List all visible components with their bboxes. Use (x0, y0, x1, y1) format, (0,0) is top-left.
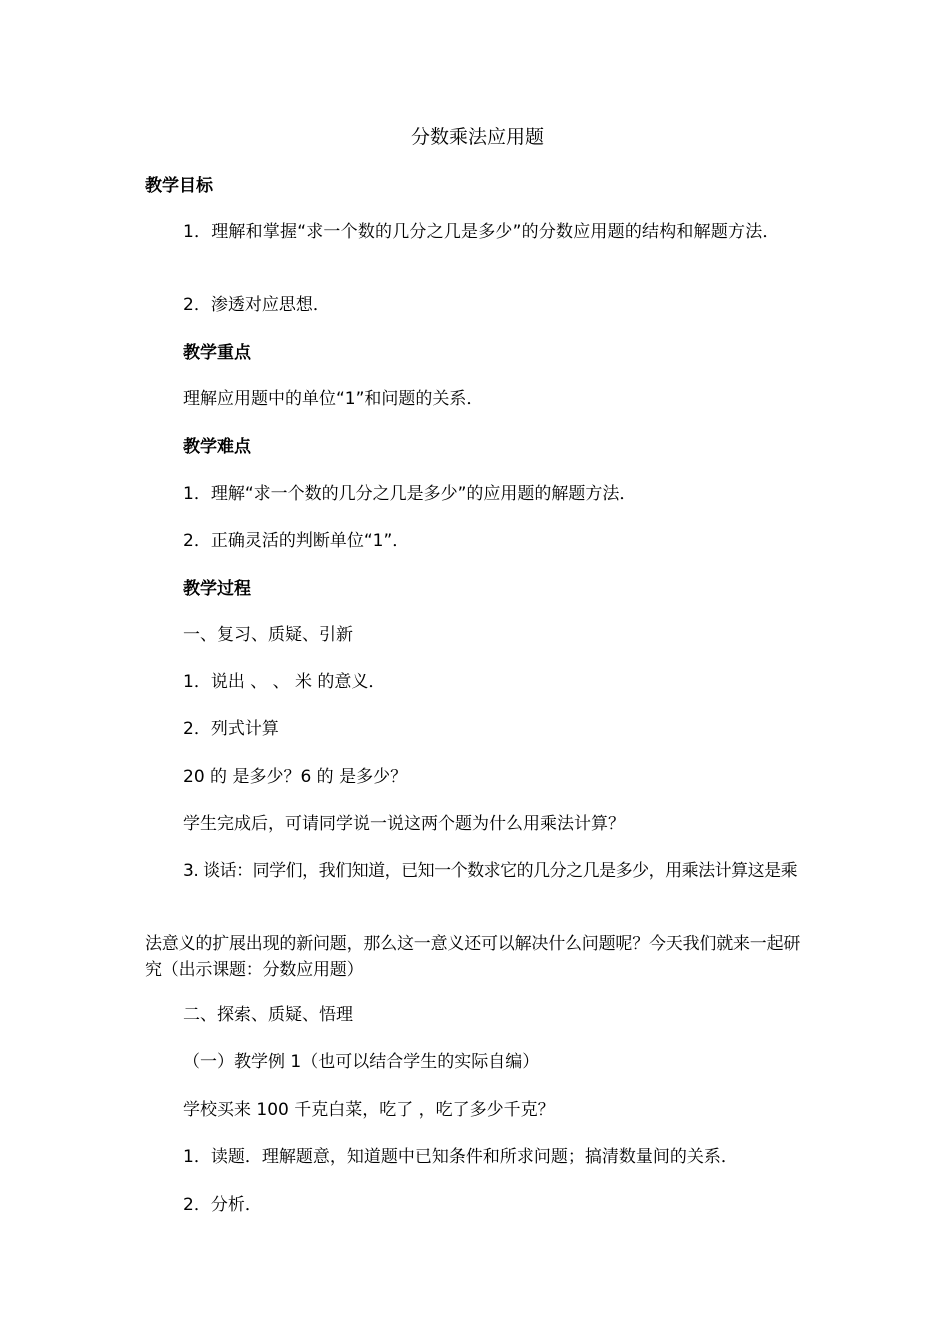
heading-goals: 教学目标 (145, 176, 213, 196)
talk-paragraph-1: 3. 谈话：同学们，我们知道，已知一个数求它的几分之几是多少，用乘法计算这是乘 (183, 861, 798, 881)
calc-text: 20 的 是多少？6 的 是多少？ (183, 767, 408, 787)
goal-1: 1．理解和掌握“求一个数的几分之几是多少”的分数应用题的结构和解题方法． (183, 222, 780, 242)
document-title: 分数乘法应用题 (410, 126, 544, 148)
talk-paragraph-2: 法意义的扩展出现的新问题，那么这一意义还可以解决什么问题呢？今天我们就来一起研究（出示课题：分数应用题） (145, 934, 801, 980)
key-text: 理解应用题中的单位“1”和问题的关系． (183, 389, 484, 409)
review-2: 2．列式计算 (183, 719, 279, 739)
review-1: 1．说出 、 、 米 的意义． (183, 672, 386, 692)
example-heading: （一）教学例 1（也可以结合学生的实际自编） (183, 1052, 540, 1072)
step-2: 2．分析． (183, 1195, 262, 1215)
difficult-1: 1．理解“求一个数的几分之几是多少”的应用题的解题方法． (183, 484, 637, 504)
section-2-heading: 二、探索、质疑、悟理 (183, 1005, 353, 1025)
step-1: 1．读题．理解题意，知道题中已知条件和所求问题；搞清数量间的关系． (183, 1147, 738, 1167)
section-1-heading: 一、复习、质疑、引新 (183, 625, 353, 645)
heading-process: 教学过程 (183, 579, 251, 599)
heading-key: 教学重点 (183, 343, 251, 363)
example-text: 学校买来 100 千克白菜，吃了 ，吃了多少千克？ (183, 1100, 555, 1120)
difficult-2: 2．正确灵活的判断单位“1”． (183, 531, 410, 551)
heading-difficult: 教学难点 (183, 437, 251, 457)
student-text: 学生完成后，可请同学说一说这两个题为什么用乘法计算？ (183, 814, 625, 834)
goal-2: 2．渗透对应思想． (183, 295, 330, 315)
